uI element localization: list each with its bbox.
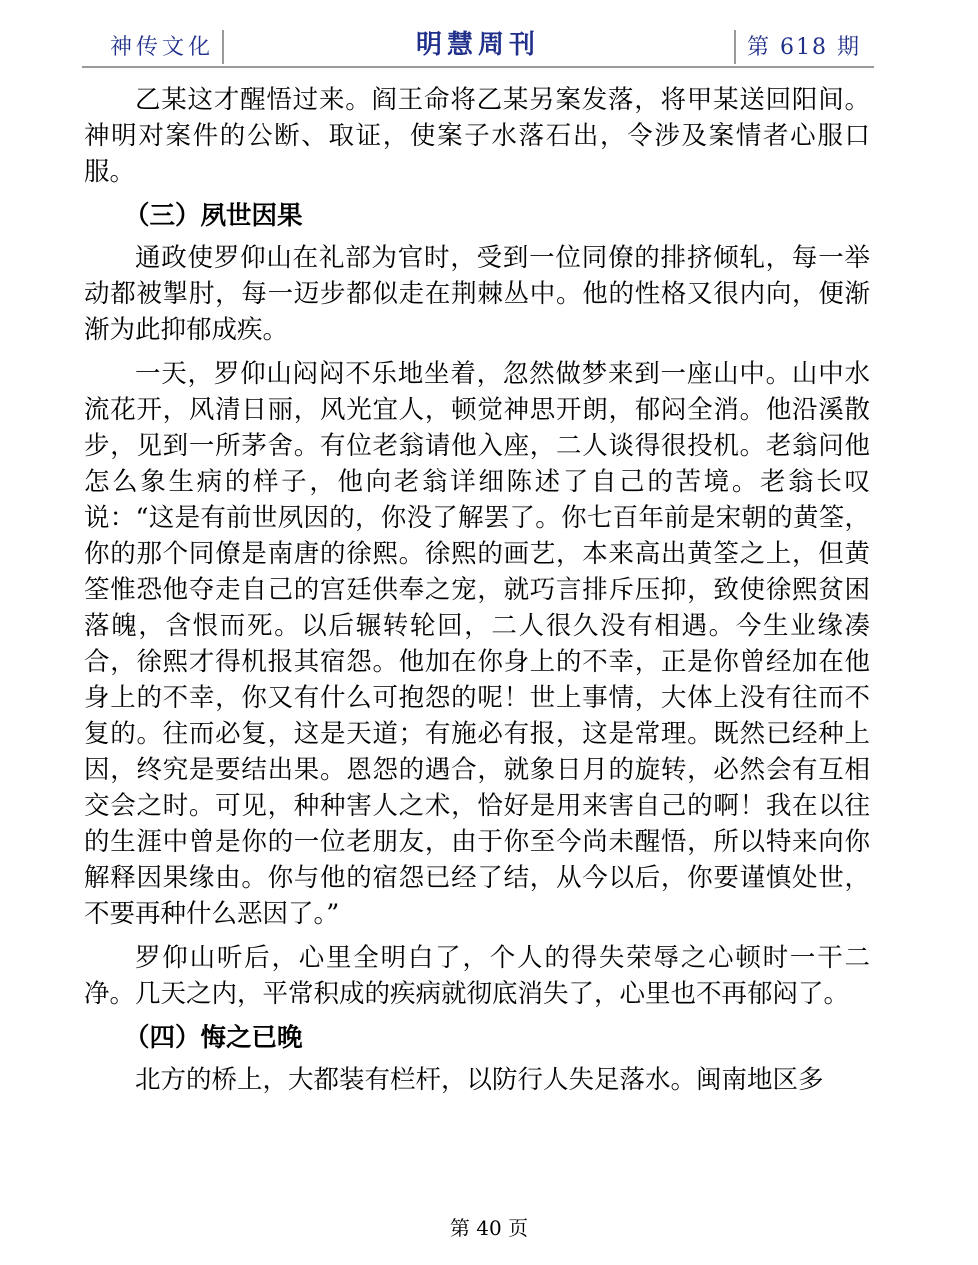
section-heading: （四）悔之已晚 — [124, 1023, 303, 1053]
page-number: 第 40 页 — [449, 1216, 529, 1240]
header-issue-number: 第 618 期 — [747, 35, 861, 60]
paragraph: 罗仰山听后，心里全明白了，个人的得失荣辱之心顿时一干二净。几天之内，平常积成的疾病就彻底消失了，心里也不再郁闷了。 — [84, 943, 870, 1009]
header-magazine-title: 明慧周刊 — [415, 30, 540, 60]
paragraph: 一天，罗仰山闷闷不乐地坐着，忽然做梦来到一座山中。山中水流花开，风清日丽，风光宜人，顿觉神思开朗，郁闷全消。他沿溪散步，见到一所茅舍。有位老翁请他入座，二人谈得很投机。老翁问他怎么象生病的样子，他向老翁详细陈述了自己的苦境。老翁长叹说：“这是有前世夙因的，你没了解罢了。你七百年前是宋朝的黄筌，你的那个同僚是南唐的徐熙。徐熙的画艺，本来高出黄筌之上，但黄筌惟恐他夺走自己的宫廷供奉之宠，就巧言排斥压抑，致使徐熙贫困落魄，含恨而死。以后辗转轮回，二人很久没有相遇。今生业缘凑合，徐熙才得机报其宿怨。他加在你身上的不幸，正是你曾经加在他身上的不幸，你又有什么可抱怨的呢！世上事情，大体上没有往而不复的。往而必复，这是天道；有施必有报，这是常理。既然已经种上因，终究是要结出果。恩怨的遇合，就象日月的旋转，必然会有互相交会之时。可见，种种害人之术，恰好是用来害自己的啊！我在以往的生涯中曾是你的一位老朋友，由于你至今尚未醒悟，所以特来向你解释因果缘由。你与他的宿怨已经了结，从今以后，你要谨慎处世，不要再种什么恶因了。” — [84, 359, 870, 929]
header-rule — [82, 66, 874, 68]
paragraph: 通政使罗仰山在礼部为官时，受到一位同僚的排挤倾轧，每一举动都被掣肘，每一迈步都似走在荆棘丛中。他的性格又很内向，便渐渐为此抑郁成疾。 — [84, 243, 870, 345]
article-body — [84, 82, 870, 1106]
header-divider-right — [734, 30, 736, 64]
header-column-name: 神传文化 — [110, 35, 215, 60]
page-header — [82, 22, 874, 70]
paragraph: 乙某这才醒悟过来。阎王命将乙某另案发落，将甲某送回阳间。神明对案件的公断、取证，使案子水落石出，令涉及案情者心服口服。 — [84, 85, 870, 187]
paragraph: 北方的桥上，大都装有栏杆，以防行人失足落水。闽南地区多 — [135, 1065, 824, 1095]
section-heading: （三）夙世因果 — [124, 201, 303, 231]
